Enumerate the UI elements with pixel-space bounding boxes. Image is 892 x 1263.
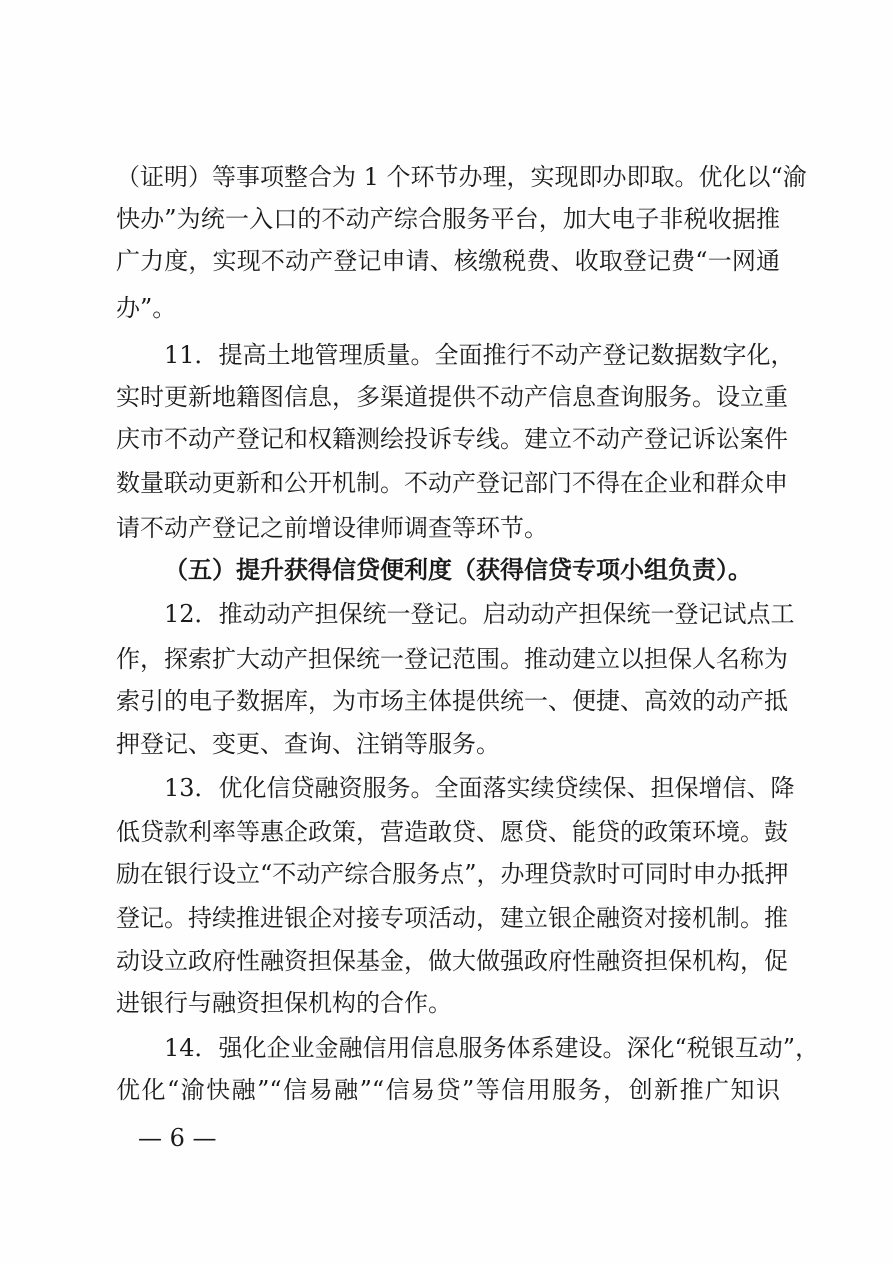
text-line: 数量联动更新和公开机制。不动产登记部门不得在企业和群众申 <box>116 469 788 497</box>
text-line: （证明）等事项整合为 1 个环节办理，实现即办即取。优化以“渝 <box>116 163 807 191</box>
text-line: 索引的电子数据库，为市场主体提供统一、便捷、高效的动产抵 <box>116 687 788 715</box>
text-line: 庆市不动产登记和权籍测绘投诉专线。建立不动产登记诉讼案件 <box>116 425 788 453</box>
text-line: 低贷款利率等惠企政策，营造敢贷、愿贷、能贷的政策环境。鼓 <box>116 818 788 846</box>
text-line: 请不动产登记之前增设律师调查等环节。 <box>116 514 548 542</box>
text-line: 12．推动动产担保统一登记。启动动产担保统一登记试点工 <box>164 600 795 628</box>
text-line: 办”。 <box>116 294 177 322</box>
text-line: 作，探索扩大动产担保统一登记范围。推动建立以担保人名称为 <box>116 645 788 673</box>
text-line: 励在银行设立“不动产综合服务点”，办理贷款时可同时申办抵押 <box>116 860 789 888</box>
text-line: 快办”为统一入口的不动产综合服务平台，加大电子非税收据推 <box>116 205 780 233</box>
text-line: 实时更新地籍图信息，多渠道提供不动产信息查询服务。设立重 <box>116 383 788 411</box>
text-line: 广力度，实现不动产登记申请、核缴税费、收取登记费“一网通 <box>116 247 780 275</box>
text-line: 进银行与融资担保机构的合作。 <box>116 989 452 1017</box>
page-number: — 6 — <box>138 1124 217 1152</box>
section-heading: （五）提升获得信贷便利度（获得信贷专项小组负责）。 <box>164 555 752 584</box>
text-line: 11．提高土地管理质量。全面推行不动产登记数据数字化， <box>164 341 795 369</box>
text-line: 14．强化企业金融信用信息服务体系建设。深化“税银互动”， <box>164 1034 820 1062</box>
text-line: 优化“渝快融”“信易融”“信易贷”等信用服务，创新推广知识 <box>116 1076 780 1104</box>
text-line: 押登记、变更、查询、注销等服务。 <box>116 730 500 758</box>
text-line: 登记。持续推进银企对接专项活动，建立银企融资对接机制。推 <box>116 904 788 932</box>
text-line: 13．优化信贷融资服务。全面落实续贷续保、担保增信、降 <box>164 774 795 802</box>
text-line: 动设立政府性融资担保基金，做大做强政府性融资担保机构，促 <box>116 947 788 975</box>
